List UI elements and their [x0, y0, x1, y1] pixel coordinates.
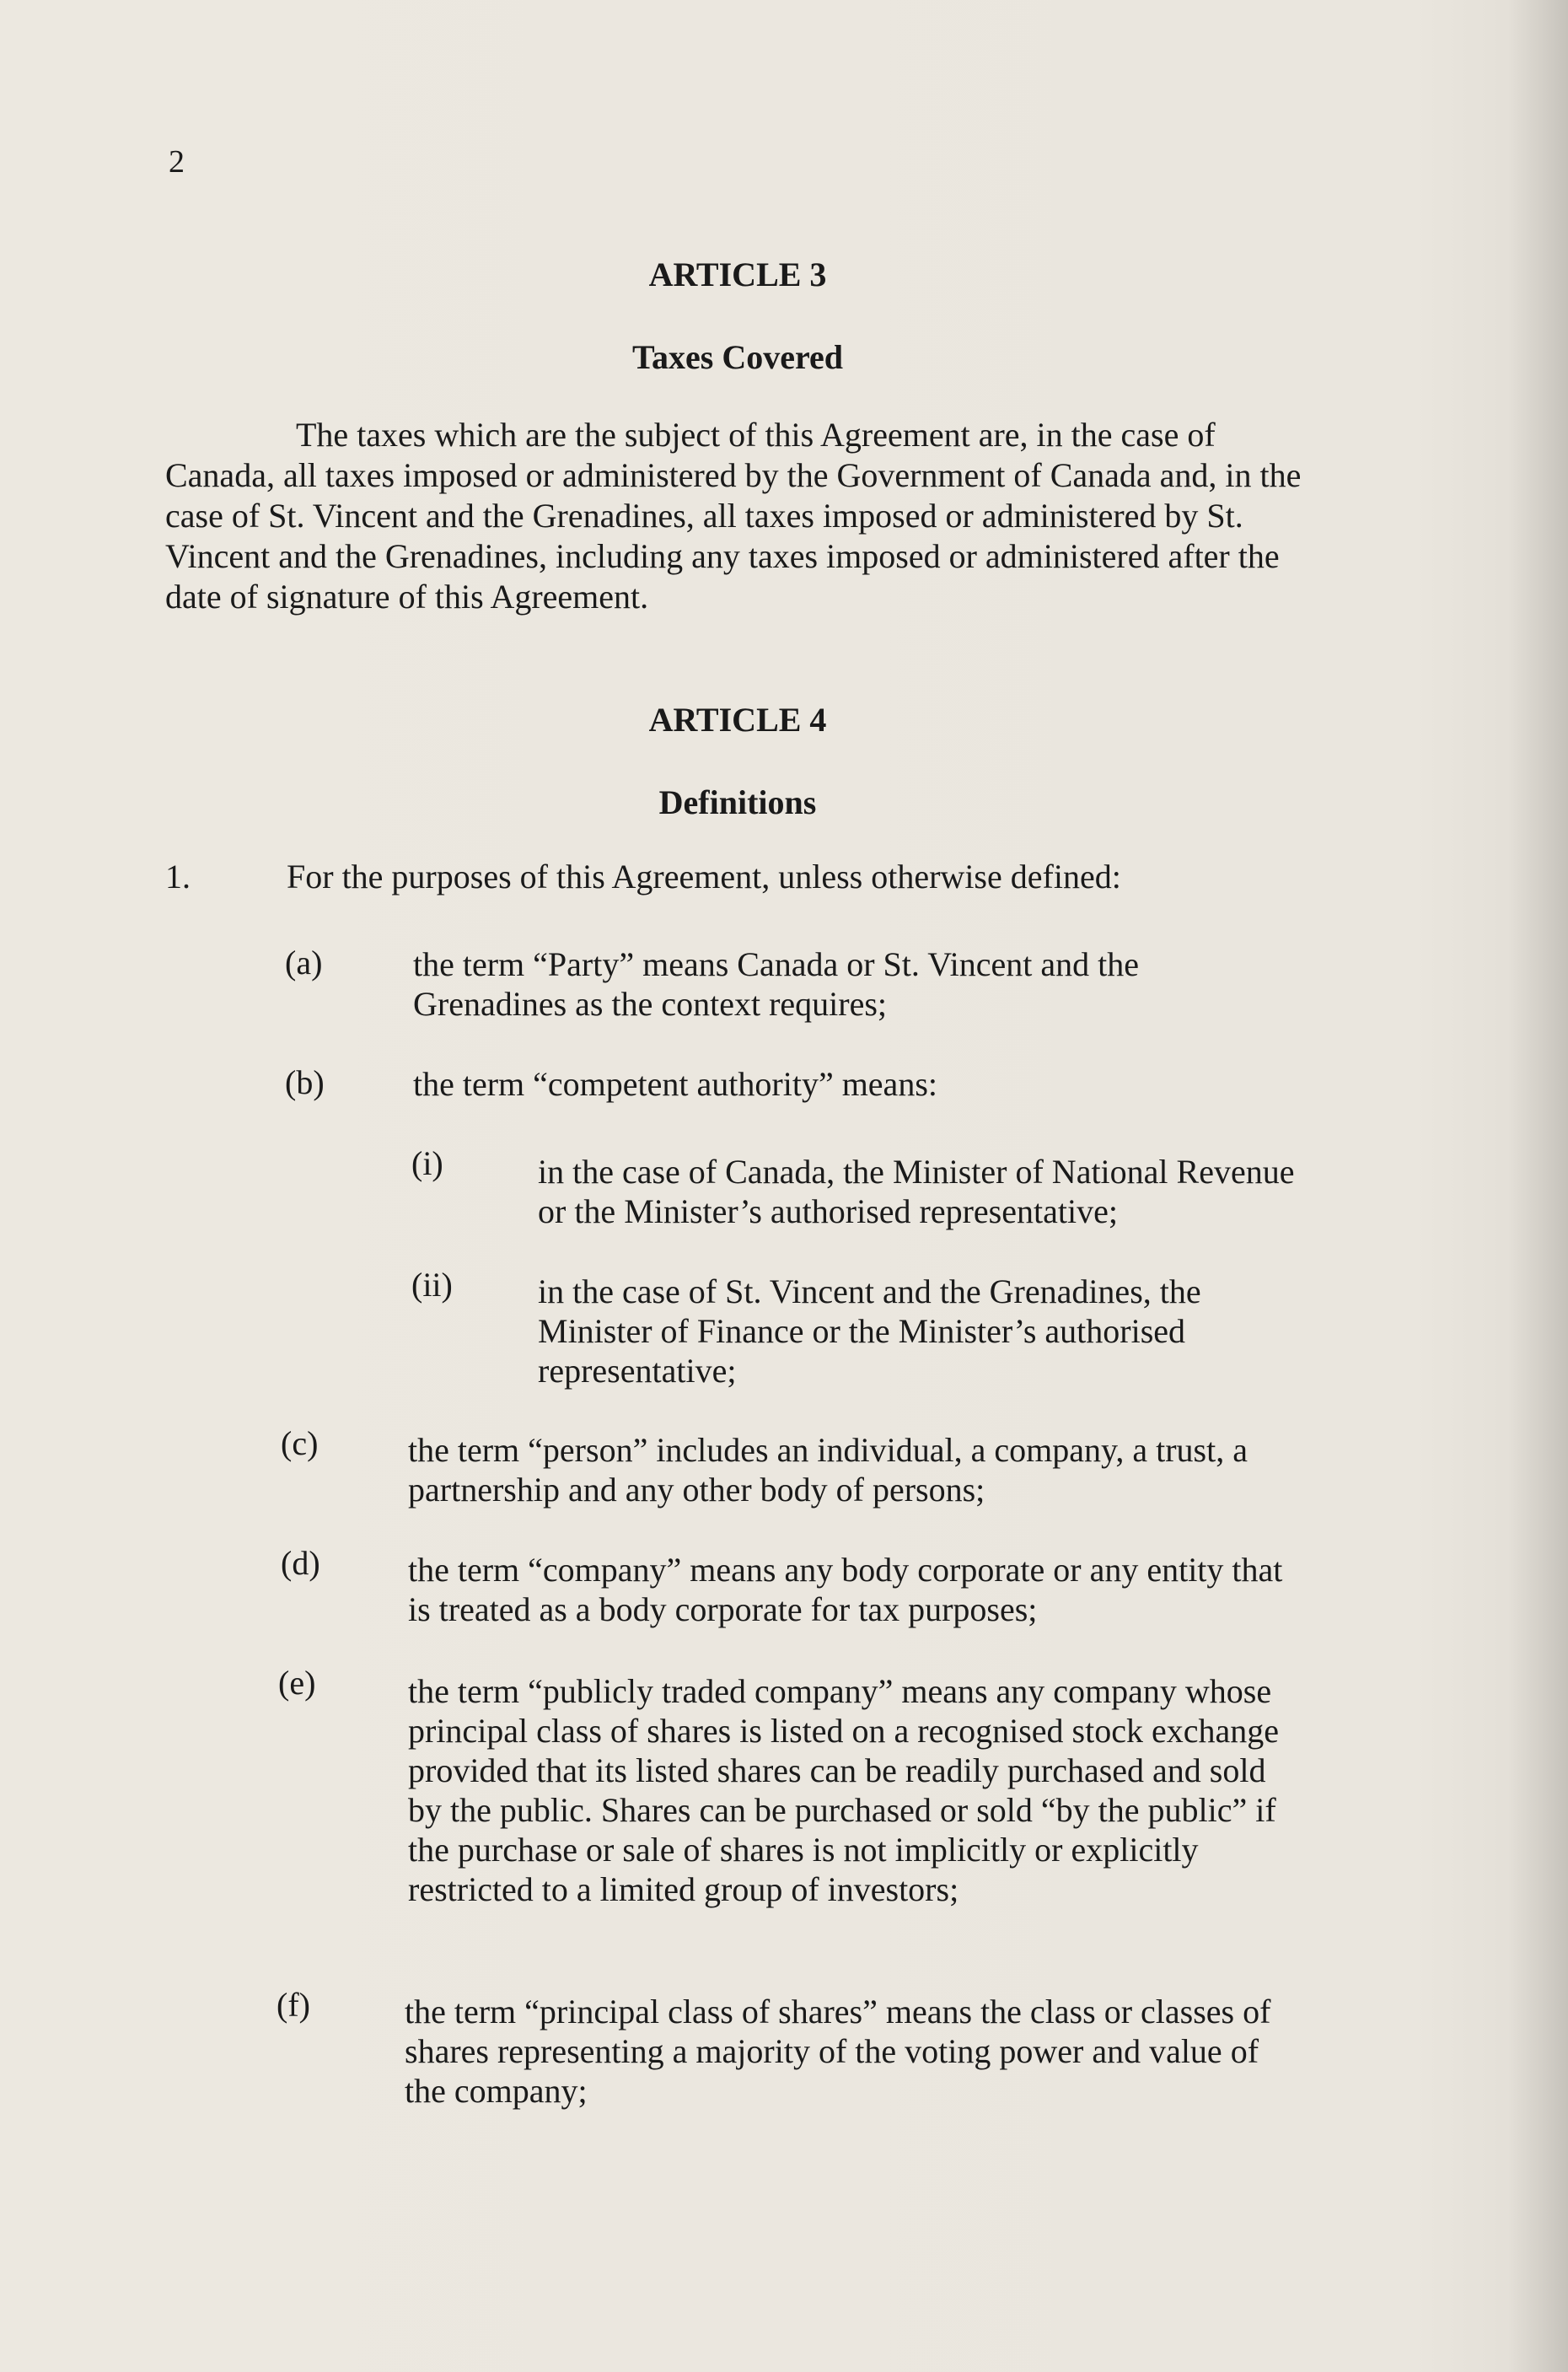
subitem-i-text: in the case of Canada, the Minister of National Revenue or the Minister’s authorised representative; [538, 1153, 1295, 1230]
item-e-text: the term “publicly traded company” means any company whose principal class of shares is listed on a recognised stock exchange provided that its listed shares can be readily purchased and sold by the public. Shares can be purchased or sold “by the public” if the purchase or sale of shares is not implicitly or explicitly restricted to a limited group of investors; [408, 1672, 1280, 1908]
item-a-label: (a) [285, 944, 323, 982]
subitem-ii-label: (ii) [411, 1266, 453, 1304]
article-3-title: Taxes Covered [632, 338, 843, 376]
subitem-ii-text: in the case of St. Vincent and the Grenadines, the Minister of Finance or the Minister’s authorised representative; [538, 1272, 1201, 1390]
article-4-title: Definitions [658, 783, 817, 821]
item-a-text: the term “Party” means Canada or St. Vincent and the Grenadines as the context requires; [413, 945, 1140, 1023]
page-edge-shadow [1509, 0, 1568, 2372]
item-e-label: (e) [278, 1664, 316, 1702]
subitem-i-label: (i) [411, 1144, 443, 1182]
paragraph-1-text: For the purposes of this Agreement, unless otherwise defined: [287, 858, 1121, 896]
item-d-text: the term “company” means any body corporate or any entity that is treated as a body corporate for tax purposes; [408, 1551, 1283, 1628]
item-f-text: the term “principal class of shares” means the class or classes of shares representing a majority of the voting power and value of the company; [405, 1993, 1271, 2110]
item-c-text: the term “person” includes an individual, a company, a trust, a partnership and any other body of persons; [408, 1431, 1248, 1509]
item-c-label: (c) [281, 1424, 319, 1462]
item-b-text: the term “competent authority” means: [413, 1065, 937, 1103]
item-b-label: (b) [285, 1063, 325, 1101]
article-3-heading: ARTICLE 3 [648, 255, 827, 293]
article-4-heading: ARTICLE 4 [648, 701, 827, 739]
page-number: 2 [169, 144, 185, 180]
paragraph-number: 1. [165, 858, 191, 896]
item-d-label: (d) [281, 1544, 320, 1582]
article-3-body: The taxes which are the subject of this Agreement are, in the case of Canada, all taxes imposed or administered by the Government of Canada and, in the case of St. Vincent and the Grenadines, all taxes imposed or administered by St. Vincent and the Grenadines, including any taxes imposed or administered after the date of signature of this Agreement. [165, 416, 1302, 616]
item-f-label: (f) [277, 1986, 310, 2024]
